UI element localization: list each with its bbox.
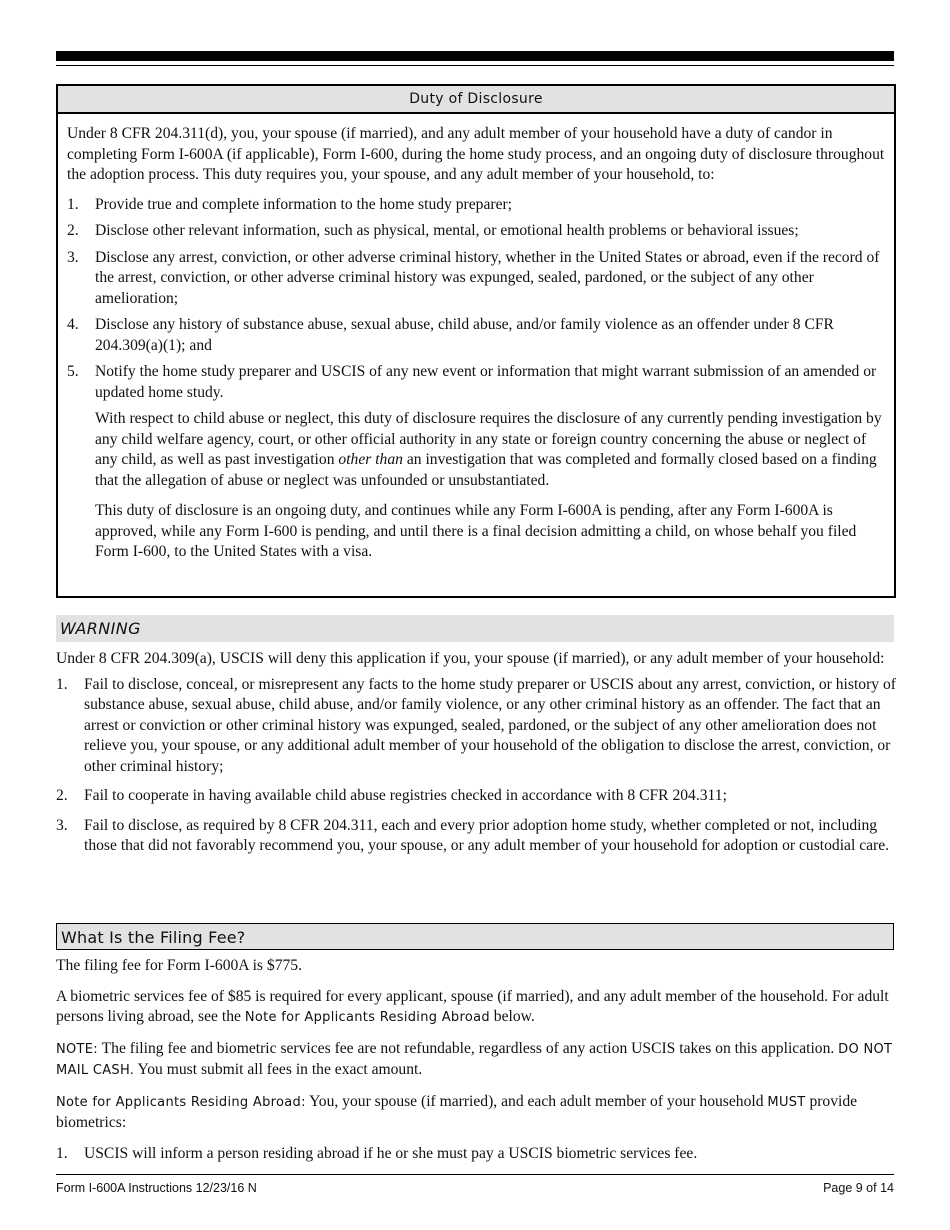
abroad-text-start: You, your spouse (if married), and each adult member of your household (305, 1092, 768, 1110)
item-text: Disclose any arrest, conviction, or other adverse criminal history, whether in the United States or abroad, even if the record of the arrest, conviction, or other adverse criminal history was expunged, sealed, pardoned, or the subject of any other amelioration; (95, 248, 880, 307)
warning-item (56, 786, 896, 807)
item-number: 4. (67, 316, 79, 333)
duty-of-disclosure-title: Duty of Disclosure (58, 86, 894, 114)
abroad-item (56, 1144, 896, 1165)
item-text: Notify the home study preparer and USCIS of any new event or information that might warrant submission of an amended or updated home study. (95, 363, 877, 401)
item-text: Fail to cooperate in having available child abuse registries checked in accordance with 8 CFR 204.311; (84, 787, 727, 804)
note-text-end: You must submit all fees in the exact amount. (134, 1061, 423, 1078)
item-number: 2. (67, 222, 79, 239)
child-abuse-text-end: an investigation that was completed and formally closed based on a finding that the allegation of abuse or neglect was unfounded or unsubstantiated. (95, 451, 877, 489)
item-number: 1. (56, 1144, 68, 1162)
abroad-text-end: provide biometrics: (56, 1092, 858, 1131)
applicants-abroad-reference: Note for Applicants Residing Abroad (244, 1010, 490, 1025)
duty-of-disclosure-box (56, 84, 896, 598)
item-number: 5. (67, 363, 79, 380)
item-text: Provide true and complete information to the home study preparer; (95, 195, 513, 213)
filing-fee-amount: The filing fee for Form I-600A is $775. (56, 957, 302, 974)
disclosure-item (67, 315, 886, 356)
footer-page-number: Page 9 of 14 (823, 1181, 894, 1195)
child-abuse-paragraph (67, 409, 886, 491)
warning-item (56, 675, 896, 778)
warning-list (56, 675, 896, 857)
biometric-text-end: below. (489, 1008, 535, 1025)
child-abuse-text-start: With respect to child abuse or neglect, this duty of disclosure requires the disclosure of any currently pending investigation by any child welfare agency, court, or other official authority in any state or foreign country concerning the abuse or neglect of any child, as well as past investigation (95, 410, 882, 468)
disclosure-list (67, 195, 886, 404)
note-text-start: The filing fee and biometric services fee are not refundable, regardless of any action USCIS takes on this application. (98, 1039, 839, 1057)
item-text: Disclose any history of substance abuse, sexual abuse, child abuse, and/or family violence as an offender under 8 CFR 204.309(a)(1); and (95, 316, 834, 354)
disclosure-item (67, 248, 886, 310)
item-number: 2. (56, 787, 68, 804)
disclosure-intro: Under 8 CFR 204.311(d), you, your spouse (if married), and any adult member of your household have a duty of candor in completing Form I-600A (if applicable), Form I-600, during the home study process, and an ongoing duty of disclosure throughout the adoption process. This duty requires you, your spouse, and any adult member of your household, to: (67, 125, 885, 183)
item-number: 3. (67, 248, 79, 266)
must-emphasis: MUST (767, 1094, 806, 1110)
no-cash-warning: DO NOT MAIL CASH. (56, 1041, 893, 1078)
item-number: 1. (56, 675, 68, 693)
biometric-fee-paragraph (56, 987, 896, 1029)
item-text: Fail to disclose, as required by 8 CFR 204.311, each and every prior adoption home study, whether completed or not, including those that did not favorably recommend you, your spouse, or any adult member of your household for adoption or custodial care. (84, 816, 890, 854)
disclosure-item (67, 362, 886, 403)
top-rule-thin (56, 65, 894, 66)
duty-of-disclosure-body (58, 114, 894, 563)
note-label: NOTE: (56, 1041, 98, 1057)
ongoing-duty-paragraph: This duty of disclosure is an ongoing duty, and continues while any Form I-600A is pending, after any Form I-600A is approved, while any Form I-600 is pending, and until there is a final decision admitting a child, on whose behalf you filed Form I-600, to the United States with a visa. (95, 502, 857, 560)
filing-fee-heading: What Is the Filing Fee? (56, 923, 894, 950)
disclosure-item (67, 195, 886, 216)
abroad-list (56, 1144, 896, 1165)
child-abuse-emphasis: other than (338, 451, 403, 468)
note-paragraph (56, 1039, 896, 1082)
disclosure-item (67, 221, 886, 242)
applicants-abroad-label: Note for Applicants Residing Abroad: (56, 1094, 306, 1110)
warning-heading: WARNING (56, 615, 894, 642)
warning-item (56, 816, 896, 857)
item-number: 3. (56, 816, 68, 834)
footer-form-id: Form I-600A Instructions 12/23/16 N (56, 1181, 257, 1195)
applicants-abroad-paragraph (56, 1092, 896, 1134)
top-rule-thick (56, 51, 894, 61)
biometric-text-start: A biometric services fee of $85 is required for every applicant, spouse (if married), and any adult member of the household. For adult persons living abroad, see the (56, 987, 889, 1025)
item-text: USCIS will inform a person residing abroad if he or she must pay a USCIS biometric services fee. (84, 1144, 698, 1162)
footer-rule (56, 1174, 894, 1175)
warning-intro: Under 8 CFR 204.309(a), USCIS will deny this application if you, your spouse (if married), or any adult member of your household: (56, 650, 885, 667)
item-number: 1. (67, 195, 79, 213)
item-text: Disclose other relevant information, such as physical, mental, or emotional health problems or behavioral issues; (95, 222, 799, 239)
warning-body (56, 649, 896, 866)
filing-fee-body (56, 956, 896, 1170)
item-text: Fail to disclose, conceal, or misrepresent any facts to the home study preparer or USCIS about any arrest, conviction, or history of substance abuse, sexual abuse, child abuse, and/or family violence, or any other criminal history as an offender. The fact that an arrest or conviction or other criminal history was expunged, sealed, pardoned, or the subject of any other amelioration does not relieve you, your spouse, or any additional adult member of your household of the obligation to disclose the arrest, conviction, or other criminal history; (84, 675, 896, 775)
